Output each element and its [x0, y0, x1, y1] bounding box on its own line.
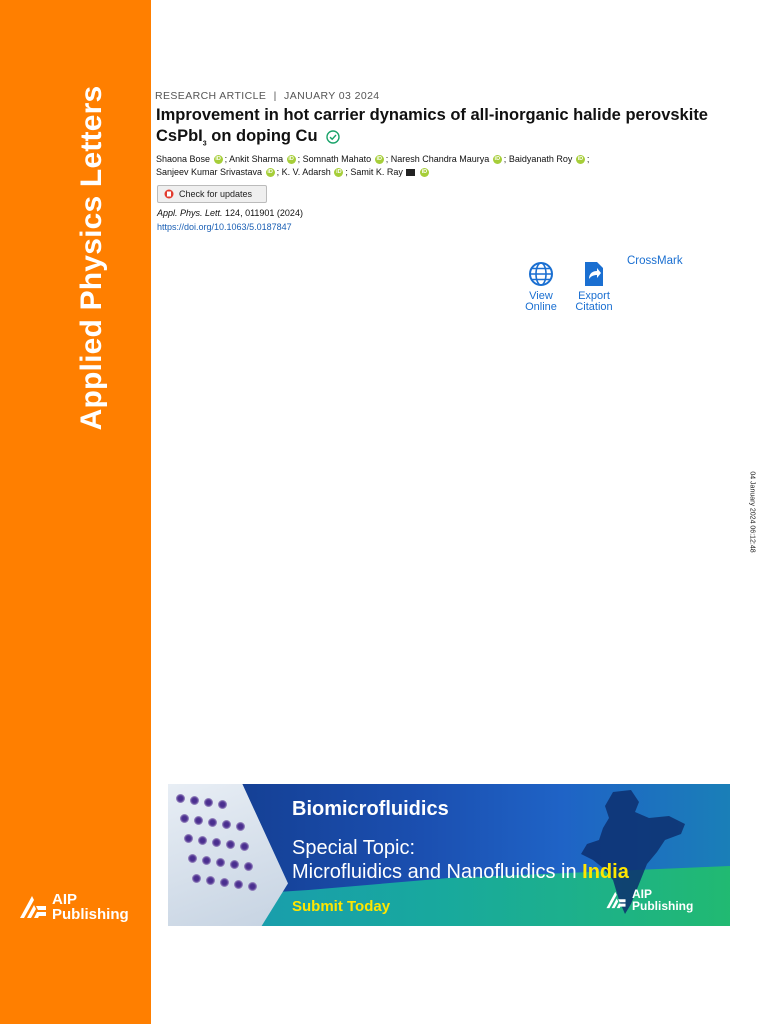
article-date: JANUARY 03 2024: [284, 90, 380, 102]
author-list: Shaona Bose iD ; Ankit Sharma iD ; Somnath Mahato iD ; Naresh Chandra Maurya iD ; Baidyanath Roy iD ; Sanjeev Kumar Srivastava iD ; K. V. Adarsh iD ; Samit K. Ray iD: [156, 154, 590, 177]
author-name[interactable]: Sanjeev Kumar Srivastava: [156, 166, 263, 177]
well-dot: [194, 816, 203, 825]
author-name[interactable]: Naresh Chandra Maurya: [390, 154, 490, 164]
aip-publishing-logo[interactable]: [18, 892, 129, 922]
banner-topic: [292, 836, 629, 884]
title-part2: on doping Cu: [206, 127, 318, 145]
check-for-updates-button[interactable]: [157, 185, 267, 203]
author-name[interactable]: Shaona Bose: [156, 154, 211, 164]
aip-logo-icon: [18, 892, 48, 922]
download-timestamp: 04 January 2024 06:12:48: [748, 471, 756, 553]
title-part1: Improvement in hot carrier dynamics of all-inorganic halide perovskite CsPbI: [156, 106, 708, 145]
well-dot: [190, 796, 199, 805]
view-label-line1: View: [529, 290, 553, 302]
well-dot: [180, 814, 189, 823]
citation-line: [157, 208, 303, 218]
header-separator: |: [273, 90, 277, 102]
article-title: [156, 105, 716, 154]
article-header: [155, 90, 380, 102]
export-icon: [583, 261, 605, 287]
well-dot: [216, 858, 225, 867]
banner-logo-line2: Publishing: [632, 899, 694, 913]
check-updates-icon: [164, 189, 174, 199]
journal-abbrev: Appl. Phys. Lett.: [157, 208, 223, 218]
well-dot: [188, 854, 197, 863]
orcid-icon[interactable]: iD: [421, 168, 428, 175]
aip-logo-line1: AIP: [52, 891, 78, 908]
view-label-line2: Online: [525, 301, 557, 313]
well-dot: [202, 856, 211, 865]
author-name[interactable]: Baidyanath Roy: [508, 154, 573, 164]
export-label-line1: Export: [578, 290, 610, 302]
article-type: RESEARCH ARTICLE: [155, 90, 267, 102]
well-dot: [198, 836, 207, 845]
well-dot: [240, 842, 249, 851]
well-dot: [192, 874, 201, 883]
well-dot: [204, 798, 213, 807]
check-updates-label: Check for updates: [179, 189, 253, 199]
well-dot: [176, 794, 185, 803]
author-name[interactable]: Ankit Sharma: [229, 154, 284, 164]
banner-topic-highlight: India: [582, 861, 629, 883]
biomicrofluidics-ad-banner[interactable]: [168, 784, 730, 926]
verified-check-icon: [326, 130, 340, 144]
well-dot: [248, 882, 257, 891]
author-name[interactable]: K. V. Adarsh: [281, 166, 331, 177]
orcid-icon[interactable]: iD: [267, 168, 273, 175]
doi-link[interactable]: https://doi.org/10.1063/5.0187847: [157, 222, 292, 232]
orcid-icon[interactable]: iD: [215, 156, 221, 163]
well-dot: [226, 840, 235, 849]
banner-aip-logo: [604, 888, 693, 912]
submit-today-link[interactable]: Submit Today: [292, 898, 391, 915]
banner-title: Biomicrofluidics: [292, 798, 449, 820]
banner-logo-line1: AIP: [632, 887, 653, 901]
author-name[interactable]: Somnath Mahato: [302, 154, 372, 164]
well-dot: [184, 834, 193, 843]
well-dot: [222, 820, 231, 829]
orcid-icon[interactable]: iD: [288, 156, 294, 163]
aip-logo-icon: [604, 889, 628, 911]
well-dot: [230, 860, 239, 869]
view-online-button[interactable]: [522, 261, 560, 313]
well-dot: [244, 862, 253, 871]
well-dot: [236, 822, 245, 831]
email-icon[interactable]: [406, 169, 415, 176]
export-label-line2: Citation: [575, 301, 613, 313]
citation-details: 124, 011901 (2024): [222, 208, 303, 218]
crossmark-link[interactable]: CrossMark: [627, 255, 683, 267]
orcid-icon[interactable]: iD: [494, 156, 501, 163]
orcid-icon[interactable]: iD: [376, 156, 382, 163]
export-citation-button[interactable]: [572, 261, 616, 313]
banner-topic-line2: Microfluidics and Nanofluidics in: [292, 861, 583, 883]
aip-logo-line2: Publishing: [52, 906, 129, 923]
journal-sidebar: [0, 0, 151, 1024]
title-subscript: 3: [202, 140, 207, 148]
globe-icon: [528, 261, 554, 287]
well-dot: [218, 800, 227, 809]
journal-name: Applied Physics Letters: [75, 85, 108, 431]
well-dot: [212, 838, 221, 847]
well-dot: [220, 878, 229, 887]
well-plate-image: [168, 784, 288, 926]
well-dot: [234, 880, 243, 889]
orcid-icon[interactable]: iD: [577, 156, 584, 163]
author-name[interactable]: Samit K. Ray: [350, 166, 403, 177]
orcid-icon[interactable]: iD: [336, 168, 342, 175]
well-dot: [206, 876, 215, 885]
well-dot: [208, 818, 217, 827]
banner-topic-line1: Special Topic:: [292, 837, 416, 859]
